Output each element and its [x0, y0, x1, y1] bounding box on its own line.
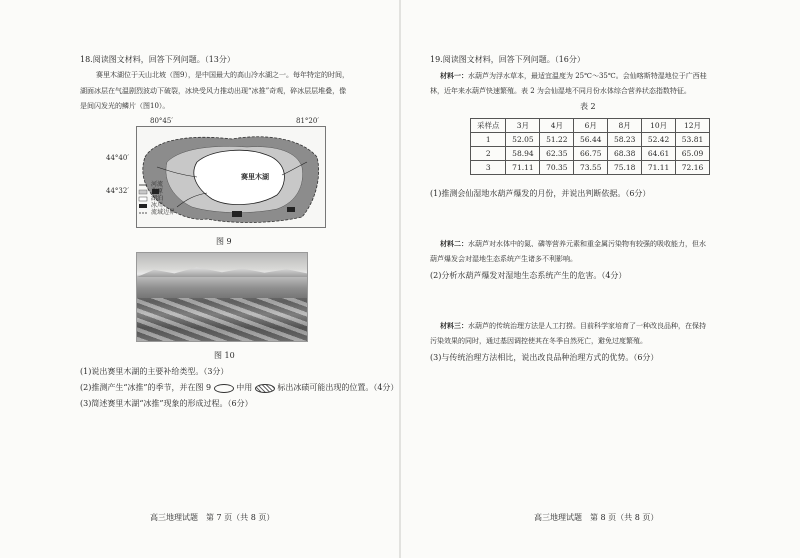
table-cell: 62.35	[540, 147, 574, 161]
map-lat-top: 44°40′	[106, 154, 129, 162]
table-cell: 71.11	[506, 161, 540, 175]
photo-mountains	[137, 265, 307, 277]
table-cell: 3	[471, 161, 506, 175]
m3-line-1	[440, 320, 706, 332]
ice-push-photo	[136, 252, 308, 342]
photo-ice-layer	[137, 298, 307, 341]
map-lon-left: 80°45′	[150, 117, 173, 125]
q18-part2-b: 中用	[236, 383, 253, 392]
map-legend-lake: 湖泊	[151, 195, 164, 202]
q19-header: 19.阅读图文材料，回答下列问题。（16分）	[430, 55, 585, 64]
table-cell: 71.11	[642, 161, 676, 175]
q18-part2-c: 标出冰碛可能出现的位置。（4分）	[277, 383, 399, 392]
table-cell: 68.38	[608, 147, 642, 161]
table-cell: 75.18	[608, 161, 642, 175]
q18-part3: (3)简述赛里木湖“冰推”现象的形成过程。（6分）	[80, 399, 253, 408]
table-header-cell: 4月	[540, 119, 574, 133]
table-header-cell: 3月	[506, 119, 540, 133]
q18-header: 18.阅读图文材料，回答下列问题。（13分）	[80, 55, 235, 64]
m2-line-2: 葫芦爆发会对湿地生态系统产生诸多不利影响。	[430, 255, 577, 263]
m1-text-1: 水葫芦为浮水草本，最适宜温度为 25℃～35℃。会仙喀斯特湿地位于广西桂	[468, 72, 707, 80]
table-row	[471, 161, 710, 175]
m3-line-2: 污染效果的同时，通过基因调控使其在冬季自然死亡，避免过度繁殖。	[430, 337, 647, 345]
m3-text-1: 水葫芦的传统治理方法是人工打捞。目前科学家培育了一种改良品种，在保持	[468, 322, 706, 330]
table-header-cell: 10月	[642, 119, 676, 133]
table2-caption: 表 2	[580, 102, 596, 111]
map-lat-bottom: 44°32′	[106, 187, 129, 195]
table-header-cell: 12月	[676, 119, 710, 133]
q19-part2: (2)分析水葫芦爆发对湿地生态系统产生的危害。（4分）	[430, 271, 627, 280]
table-header-cell: 6月	[574, 119, 608, 133]
fig9-caption: 图 9	[216, 237, 232, 246]
table-cell: 2	[471, 147, 506, 161]
table-cell: 56.44	[574, 133, 608, 147]
table-header-cell: 采样点	[471, 119, 506, 133]
right-footer: 高三地理试题 第 8 页（共 8 页）	[534, 513, 659, 522]
map-legend-glacier: 冰川	[151, 202, 164, 209]
q18-part2-a: (2)推测产生“冰推”的季节，并在图 9	[80, 383, 212, 392]
intro-line-3: 是间闪发光的鳞片（图10）。	[80, 102, 170, 110]
m1-line-1	[440, 70, 707, 82]
map-lake-label: 赛里木湖	[241, 172, 269, 181]
table-cell: 64.61	[642, 147, 676, 161]
table-cell: 65.09	[676, 147, 710, 161]
map-legend-grassland: 草原	[151, 188, 164, 195]
oval-blank-icon	[214, 384, 234, 393]
table-row	[471, 147, 710, 161]
table-cell: 58.94	[506, 147, 540, 161]
map-lon-right: 81°20′	[296, 117, 319, 125]
table-row	[471, 133, 710, 147]
oval-hatched-icon	[255, 384, 275, 393]
table-header-row	[471, 119, 710, 133]
table-cell: 72.16	[676, 161, 710, 175]
intro-line-2: 湖面冰层在气温剧烈波动下破裂，冰块受风力推动出现“冰推”奇观，碎冰层层堆叠，像	[80, 87, 347, 95]
map-legend-river: 河流	[151, 181, 164, 188]
table-cell: 52.42	[642, 133, 676, 147]
q19-part1: (1)推测会仙湿地水葫芦爆发的月份，并说出判断依据。（6分）	[430, 189, 651, 198]
q18-part2	[80, 382, 398, 393]
q18-part1: (1)说出赛里木湖的主要补给类型。（3分）	[80, 367, 229, 376]
fig10-caption: 图 10	[214, 351, 235, 360]
q19-part3: (3)与传统治理方法相比，说出改良品种治理方式的优势。（6分）	[430, 353, 659, 362]
table-cell: 52.05	[506, 133, 540, 147]
m1-line-2: 林，近年来水葫芦快速繁殖。表 2 为会仙湿地不同月份水体综合营养状态指数特征。	[430, 87, 691, 95]
table-cell: 73.55	[574, 161, 608, 175]
left-footer: 高三地理试题 第 7 页（共 8 页）	[150, 513, 275, 522]
m1-label: 材料一：	[440, 71, 468, 80]
table-cell: 53.81	[676, 133, 710, 147]
table-header-cell: 8月	[608, 119, 642, 133]
nutrient-index-table	[470, 118, 710, 175]
m2-line-1	[440, 238, 706, 250]
m2-text-1: 水葫芦对水体中的氮、磷等营养元素和重金属污染物有较强的吸收能力，但水	[468, 240, 706, 248]
m3-label: 材料三：	[440, 321, 468, 330]
table-cell: 1	[471, 133, 506, 147]
table-cell: 58.23	[608, 133, 642, 147]
table-cell: 51.22	[540, 133, 574, 147]
intro-line-1: 赛里木湖位于天山北坡（图9），是中国最大的高山冷水湖之一。每年特定的时间，	[96, 71, 349, 79]
m2-label: 材料二：	[440, 239, 468, 248]
table-cell: 70.35	[540, 161, 574, 175]
map-legend-boundary: 流域边界	[151, 209, 176, 216]
table-cell: 66.75	[574, 147, 608, 161]
